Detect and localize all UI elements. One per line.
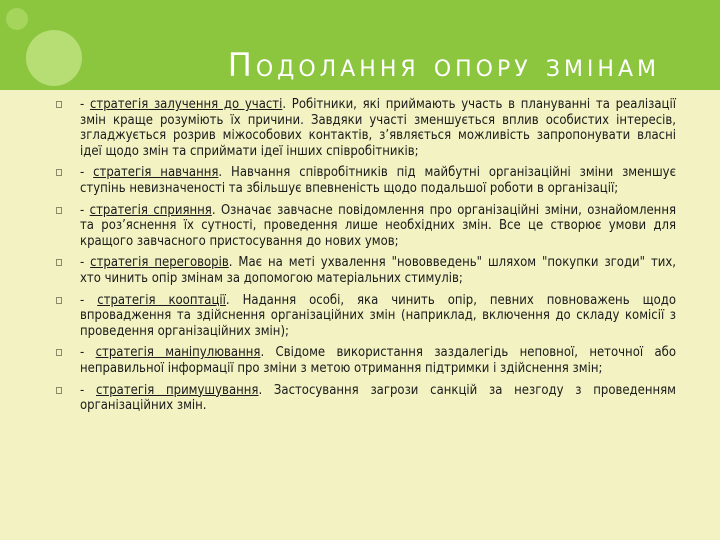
bullet-text: . Навчання співробітників під майбутні організаційні зміни зменшує ступінь невизначеності та збільшує впевненість щодо подальшої роботи в організації; [80, 165, 676, 196]
bullet-prefix: - [80, 345, 96, 361]
bullet-prefix: - [80, 165, 94, 181]
bullet-marker-icon [56, 297, 62, 304]
decorative-circle-large [26, 30, 82, 86]
bullet-item [54, 345, 676, 376]
slide-title: Подолання опору змінам [227, 46, 660, 84]
bullet-prefix: - [80, 97, 90, 112]
decorative-circle-small [6, 8, 28, 30]
bullet-marker-icon [56, 207, 62, 214]
bullet-item [54, 383, 676, 414]
bullet-text: . Має на меті ухвалення "нововведень" шляхом "покупки згоди" тих, хто чинить опір змінам за допомогою матеріальних стимулів; [80, 255, 676, 286]
bullet-text: . Робітники, які приймають участь в плануванні та реалізації змін краще розуміють їх причини. Завдяки участі зменшується вплив особистих інтересів, згладжується розрив міжособових контактів, з’являється можливість запропонувати власні ідеї щодо змін та сприймати ідеї інших співробітників; [80, 97, 676, 159]
bullet-item [54, 255, 676, 286]
bullet-prefix: - [80, 382, 96, 398]
bullet-marker-icon [56, 349, 62, 356]
bullet-prefix: - [80, 292, 98, 308]
bullet-list [54, 97, 676, 420]
bullet-marker-icon [56, 101, 62, 108]
strategy-term-link[interactable]: стратегія навчання [93, 165, 219, 181]
strategy-term-link[interactable]: стратегія маніпулювання [95, 345, 261, 361]
bullet-item [54, 165, 676, 196]
strategy-term-link[interactable]: стратегія переговорів [90, 255, 229, 271]
bullet-item [54, 203, 676, 250]
strategy-term-link[interactable]: стратегія сприяння [89, 202, 212, 218]
bullet-item [54, 97, 676, 159]
header-band [0, 0, 720, 90]
strategy-term-link[interactable]: стратегія примушування [95, 382, 259, 398]
bullet-text: . Означає завчасне повідомлення про організаційні зміни, ознайомлення та роз’яснення їх сутності, проведення лише необхідних змін. Все це створює умови для кращого завчасного пристосування до нових умов; [80, 202, 677, 249]
bullet-marker-icon [56, 169, 62, 176]
bullet-marker-icon [56, 259, 62, 266]
bullet-text: . Застосування загрози санкцій за незгоду з проведенням організаційних змін. [80, 382, 677, 414]
bullet-prefix: - [80, 255, 91, 271]
bullet-prefix: - [80, 202, 90, 218]
strategy-term-link[interactable]: стратегія залучення до участі [89, 97, 283, 112]
bullet-text: . Надання особі, яка чинить опір, певних повноважень щодо впровадження та здійснення організаційних змін (наприклад, включення до складу комісії з проведення організаційних змін); [80, 292, 676, 339]
bullet-item [54, 293, 676, 340]
strategy-term-link[interactable]: стратегія кооптації [97, 292, 226, 308]
bullet-text: . Свідоме використання заздалегідь неповної, неточної або неправильної інформації про зміни з метою отримання підтримки і здійснення змін; [80, 345, 677, 376]
bullet-marker-icon [56, 387, 62, 394]
